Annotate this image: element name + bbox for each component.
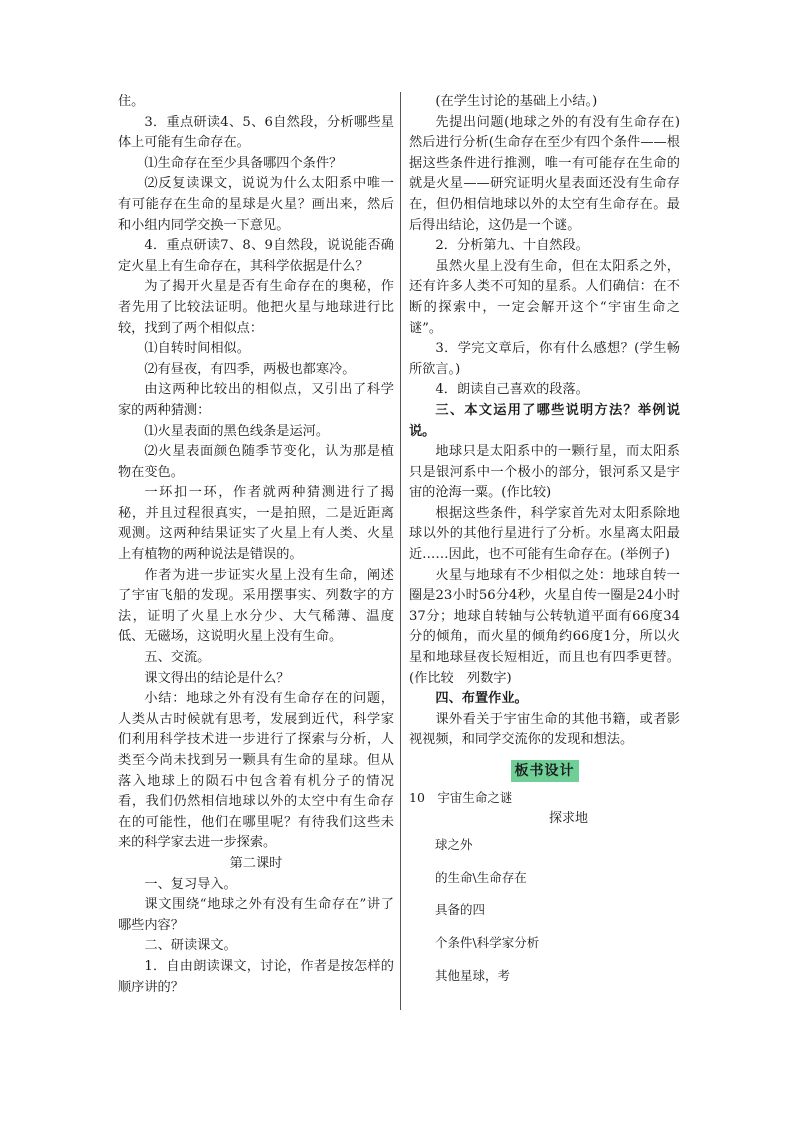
list-item: ⑵反复读课文，说说为什么太阳系中唯一有可能存在生命的星球是火星？画出来，然后和小组内同学交换一下意见。: [118, 176, 394, 233]
section-heading: 五、交流。: [144, 650, 211, 666]
paragraph: 虽然火星上没有生命，但在太阳系之外，还有许多人类不可知的星系。人们确信：在不断的探索中，一定会解开这个“宇宙生命之谜”。: [409, 258, 680, 336]
paragraph: 课文围绕“地球之外有没有生命存在”讲了哪些内容？: [118, 897, 394, 933]
column-divider: [400, 92, 401, 1010]
list-item: ⑴火星表面的黑色线条是运河。: [144, 423, 330, 439]
paragraph: 住。: [118, 94, 145, 109]
section-heading: 一、复习导入。: [144, 876, 237, 892]
paragraph: 2．分析第九、十自然段。: [435, 238, 589, 254]
section-heading: 三、本文运用了哪些说明方法？举例说说。: [409, 402, 680, 439]
board-line: 具备的四: [435, 902, 486, 918]
paragraph: 一环扣一环，作者就两种猜测进行了揭秘，并且过程很真实，一是拍照，二是近距离观测。这两种结果证实了火星上有人类、火星上有植物的两种说法是错误的。: [118, 485, 394, 563]
paragraph: 火星与地球有不少相似之处：地球自转一圈是23小时56分4秒，火星自传一圈是24小时37分；地球自转轴与公转轨道平面有66度34分的倾角，而火星的倾角约66度1分，所以火星和地球昼夜长短相近，而且也有四季更替。(作比较 列数字): [409, 567, 680, 686]
board-line: 个条件\科学家分析: [435, 934, 540, 950]
board-design-title-box: [409, 760, 680, 782]
list-item: ⑵有昼夜，有四季，两极也都寒冷。: [144, 361, 356, 377]
paragraph: 地球只是太阳系中的一颗行星，而太阳系只是银河系中一个极小的部分，银河系又是宇宙的沧海一粟。(作比较): [409, 444, 680, 501]
paragraph: 先提出问题(地球之外的有没有生命存在)然后进行分析(生命存在至少有四个条件——根据这些条件进行推测，唯一有可能存在生命的就是火星——研究证明火星表面还没有生命存在，但仍相信地球以外的太空有生命存在。最后得出结论，这仍是一个谜。: [409, 114, 680, 233]
paragraph: (在学生讨论的基础上小结。): [435, 94, 598, 109]
summary-paragraph: 小结：地球之外有没有生命存在的问题，人类从古时候就有思考，发展到近代，科学家们利用科学技术进一步进行了探索与分析，人类至今尚未找到另一颗具有生命的星球。但从落入地球上的陨石中包含着有机分子的情况看，我们仍然相信地球以外的太空中有生命存在的可能性，他们在哪里呢？有待我们这些未来的科学家去进一步探索。: [118, 691, 394, 851]
list-item: ⑵火星表面颜色随季节变化，认为那是植物在变色。: [118, 444, 394, 480]
paragraph: 课文得出的结论是什么？: [144, 670, 290, 686]
left-column: [118, 92, 394, 998]
board-design-title: 板书设计: [511, 760, 579, 782]
paragraph: 课外看关于宇宙生命的其他书籍，或者影视视频，和同学交流你的发现和想法。: [409, 711, 680, 748]
board-line: 球之外: [435, 837, 473, 853]
board-line: 的生命\生命存在: [435, 869, 527, 885]
paragraph: 4．朗读自己喜欢的段落。: [435, 382, 589, 398]
paragraph: 由这两种比较出的相似点，又引出了科学家的两种猜测：: [118, 382, 394, 418]
list-item: ⑴自转时间相似。: [144, 341, 250, 357]
paragraph: 3．学完文章后，你有什么感想？(学生畅所欲言。): [409, 341, 680, 377]
paragraph: 1．自由朗读课文，讨论，作者是按怎样的顺序讲的？: [118, 958, 394, 995]
paragraph: 根据这些条件，科学家首先对太阳系除地球以外的其他行星进行了分析。水星离太阳最近……因此，也不可能有生命存在。(举例子): [409, 505, 680, 563]
board-line: 其他星球，考: [435, 967, 511, 983]
section-heading: 四、布置作业。: [435, 691, 528, 707]
paragraph: 作者为进一步证实火星上没有生命，阐述了宇宙飞船的发现。采用摆事实、列数字的方法，证明了火星上水分少、大气稀薄、温度低、无磁场，这说明火星上没有生命。: [118, 567, 394, 645]
paragraph: 3．重点研读4、5、6自然段，分析哪些星体上可能有生命存在。: [118, 114, 394, 151]
paragraph: 为了揭开火星是否有生命存在的奥秘，作者先用了比较法证明。他把火星与地球进行比较，找到了两个相似点：: [118, 279, 394, 336]
board-heading: 10 宇宙生命之谜: [409, 790, 513, 805]
section-heading: 二、研读课文。: [144, 938, 237, 954]
lesson-title: 第二课时: [229, 855, 283, 871]
right-column: [409, 92, 680, 986]
paragraph: 4．重点研读7、8、9自然段，说说能否确定火星上有生命存在，其科学依据是什么？: [118, 238, 394, 274]
board-subheading: 探求地: [549, 810, 589, 826]
list-item: ⑴生命存在至少具备哪四个条件？: [144, 155, 343, 171]
